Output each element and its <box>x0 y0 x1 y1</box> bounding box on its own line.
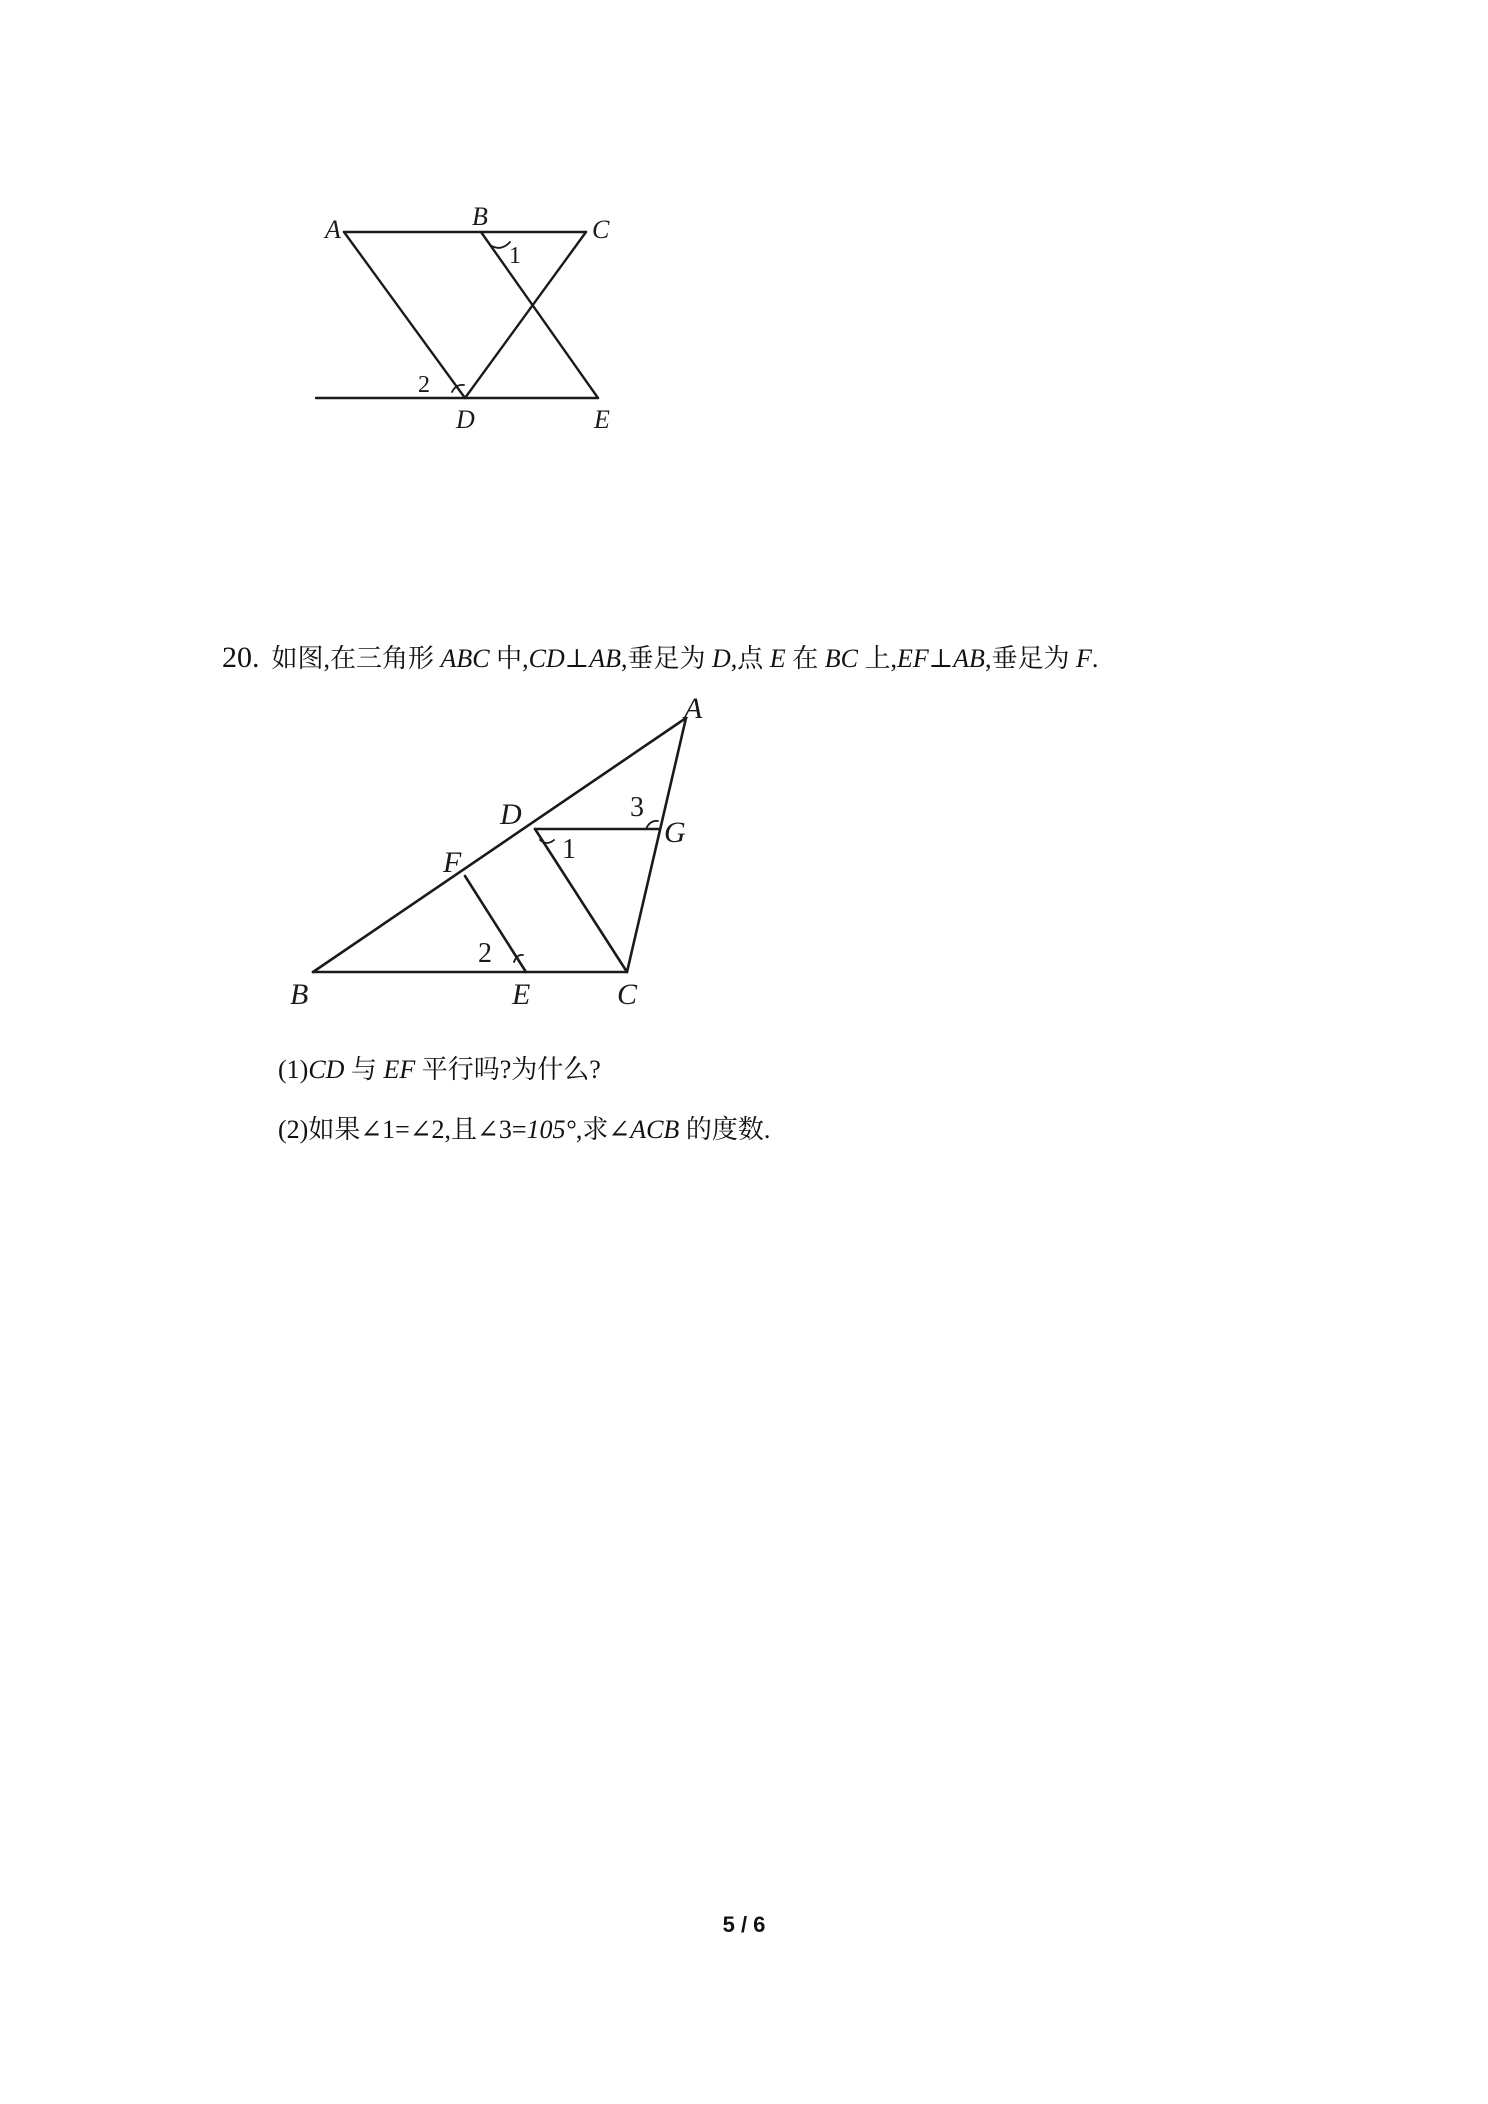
question-point-e: E <box>769 644 786 673</box>
point-label-a: A <box>684 692 703 725</box>
question-text-6: 上, <box>857 644 897 673</box>
question-triangle-abc: ABC <box>440 644 490 673</box>
sub2-mid: ,求∠ <box>575 1115 631 1144</box>
angle-label-3: 3 <box>630 792 644 823</box>
sub2-suffix: 的度数. <box>679 1115 771 1144</box>
sub1-suffix: 平行吗?为什么? <box>415 1055 601 1084</box>
question-text-8: . <box>1091 644 1099 673</box>
point-label-b: B <box>472 202 488 231</box>
question-text-7: ,垂足为 <box>984 644 1076 673</box>
question-text-1: 如图,在三角形 <box>271 644 441 673</box>
sub1-segment-cd: CD <box>308 1055 345 1084</box>
point-label-d: D <box>500 798 522 831</box>
sub1-segment-ef: EF <box>383 1055 416 1084</box>
angle-label-1: 1 <box>562 834 576 865</box>
question-text-4: ,点 <box>730 644 770 673</box>
question-text-3: ,垂足为 <box>620 644 712 673</box>
point-label-e: E <box>512 978 531 1011</box>
sub1-mid: 与 <box>344 1055 384 1084</box>
segment-ab <box>313 718 686 972</box>
point-label-c: C <box>592 215 610 244</box>
question-number: 20. <box>222 641 260 674</box>
angle-label-2: 2 <box>478 938 492 969</box>
sub2-angle-acb: ACB <box>630 1115 680 1144</box>
point-label-c: C <box>617 978 638 1011</box>
question-text-5: 在 <box>785 644 825 673</box>
question-cd-perp-ab: CD⊥AB <box>528 644 621 673</box>
question-text-2: 中, <box>489 644 529 673</box>
page-indicator: 5 / 6 <box>722 1912 766 1937</box>
angle-label-1: 1 <box>509 243 521 269</box>
point-label-f: F <box>443 846 462 879</box>
angle-label-2: 2 <box>418 372 430 398</box>
sub2-angle-value: 105° <box>526 1115 576 1144</box>
question-ef-perp-ab: EF⊥AB <box>896 644 985 673</box>
question-point-f: F <box>1075 644 1092 673</box>
question-point-d: D <box>712 644 731 673</box>
point-label-d: D <box>456 405 475 434</box>
sub1-prefix: (1) <box>278 1055 309 1084</box>
sub2-prefix: (2)如果∠1=∠2,且∠3= <box>278 1115 527 1144</box>
point-label-a: A <box>325 215 341 244</box>
point-label-e: E <box>594 405 610 434</box>
sub-question-1 <box>278 1052 601 1088</box>
point-label-b: B <box>290 978 309 1011</box>
point-label-g: G <box>664 816 686 849</box>
segment-dc <box>535 829 627 972</box>
sub-question-2 <box>278 1112 770 1148</box>
question-segment-bc: BC <box>824 644 858 673</box>
